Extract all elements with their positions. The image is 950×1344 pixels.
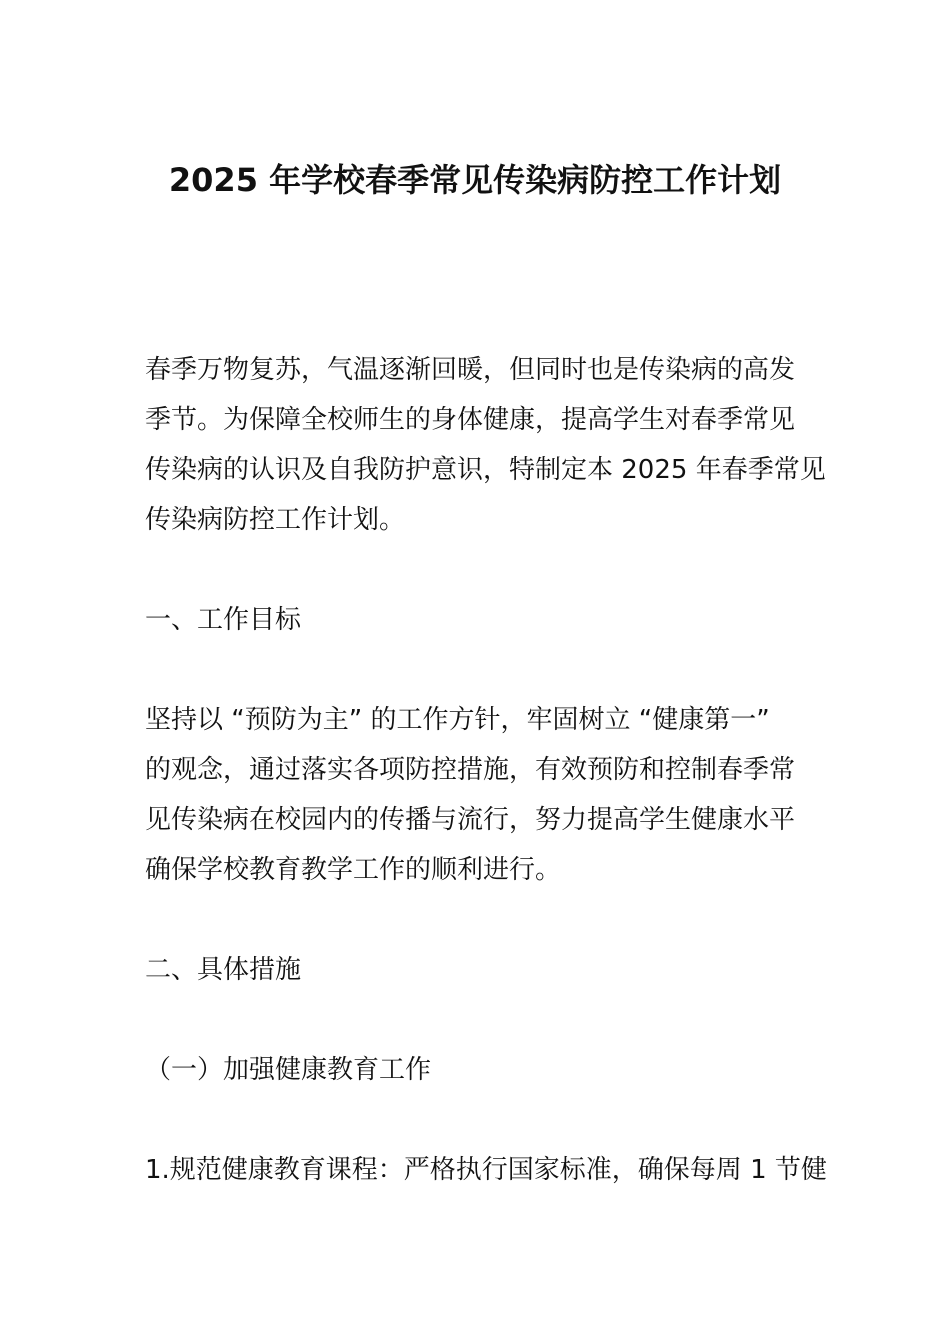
intro-line-3: 传染病的认识及自我防护意识，特制定本 2025 年春季常见 — [145, 455, 826, 485]
goals-line-2: 的观念，通过落实各项防控措施，有效预防和控制春季常 — [145, 755, 796, 785]
intro-line-2: 季节。为保障全校师生的身体健康，提高学生对春季常见 — [145, 405, 796, 435]
section-heading-measures: 二、具体措施 — [145, 955, 302, 985]
intro-line-1: 春季万物复苏，气温逐渐回暖，但同时也是传染病的高发 — [145, 355, 796, 385]
goals-line-4: 确保学校教育教学工作的顺利进行。 — [145, 855, 562, 885]
document-title: 2025 年学校春季常见传染病防控工作计划 — [168, 161, 782, 199]
item-line-1: 1.规范健康教育课程：严格执行国家标准，确保每周 1 节健 — [145, 1155, 827, 1185]
intro-line-4: 传染病防控工作计划。 — [145, 505, 406, 535]
subsection-heading-health-education: （一）加强健康教育工作 — [145, 1055, 432, 1085]
goals-line-3: 见传染病在校园内的传播与流行，努力提高学生健康水平 — [145, 805, 796, 835]
section-heading-goals: 一、工作目标 — [145, 605, 302, 635]
goals-line-1: 坚持以 “预防为主” 的工作方针，牢固树立 “健康第一” — [145, 705, 770, 735]
